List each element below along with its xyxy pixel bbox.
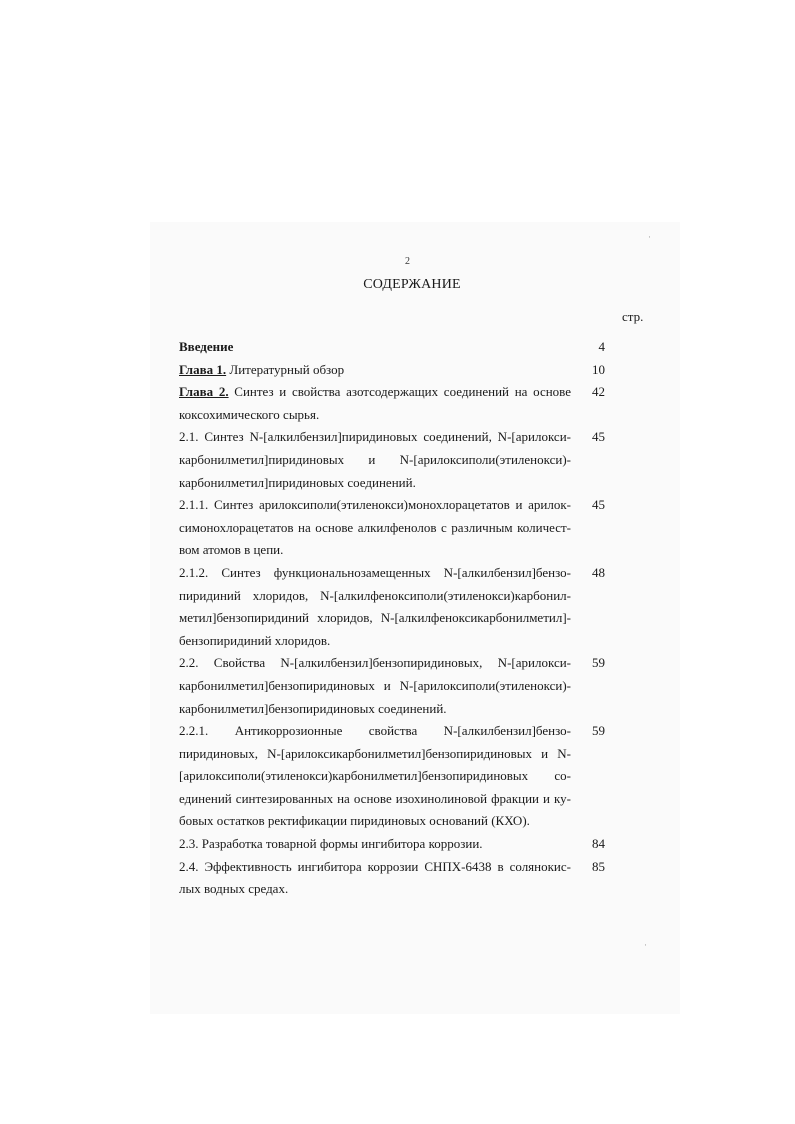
page-number: 2 xyxy=(405,256,410,267)
toc-entry-2-1-2[interactable] xyxy=(179,562,605,652)
toc-entry-2-1[interactable] xyxy=(179,426,605,494)
toc-page-number: 48 xyxy=(592,564,605,580)
toc-page-number: 45 xyxy=(592,497,605,513)
toc-entry-text: 2.4. Эффективность ингибитора коррозии СНПХ-6438 в солянокис-лых водных средах. xyxy=(179,858,571,897)
toc-page-number: 59 xyxy=(592,655,605,671)
toc-entry-text: 2.3. Разработка товарной формы ингибитора коррозии. xyxy=(179,836,483,852)
toc-entry-text: Литературный обзор xyxy=(226,361,345,377)
toc-entry-chapter-2[interactable] xyxy=(179,381,605,426)
toc-entry-text: 2.1.2. Синтез функциональнозамещенных N-[алкилбензил]бензо-пиридиний хлоридов, N-[алкилфеноксиполи(этиленокси)карбонил-метил]бензопиридиний хлоридов, N-[алкилфеноксикарбонилметил]-бензопиридиний хлоридов. xyxy=(179,564,571,648)
toc-entry-text: 2.2. Свойства N-[алкилбензил]бензопиридиновых, N-[арилокси-карбонилметил]бензопиридиновых и N-[арилоксиполи(этиленокси)-карбонилметил]бензопиридиновых соединений. xyxy=(179,655,571,716)
scan-speck: · xyxy=(648,232,651,242)
page-title: СОДЕРЖАНИЕ xyxy=(363,277,461,292)
toc-entry-text: 2.2.1. Антикоррозионные свойства N-[алкилбензил]бензо-пиридиновых, N-[арилоксикарбонилметил]бензопиридиновых и N-[арилоксиполи(этиленокси)карбонилметил]бензопиридиновых со-единений синтезированных на основе изохинолиновой фракции и ку-бовых остатков ректификации пиридиновых оснований (КХО). xyxy=(179,723,571,829)
toc-entry-2-4[interactable] xyxy=(179,856,605,901)
toc-page-number: 85 xyxy=(592,858,605,874)
toc-entry-intro[interactable] xyxy=(179,336,605,359)
toc-entry-2-3[interactable] xyxy=(179,833,605,856)
toc-chapter-label: Глава 2. xyxy=(179,384,229,400)
toc-entry-2-1-1[interactable] xyxy=(179,494,605,562)
toc-entry-2-2-1[interactable] xyxy=(179,720,605,833)
toc-page-number: 42 xyxy=(592,384,605,400)
table-of-contents xyxy=(179,336,605,901)
toc-page-number: 84 xyxy=(592,836,605,852)
toc-page-number: 4 xyxy=(598,339,605,354)
toc-intro-label: Введение xyxy=(179,339,234,354)
scan-speck: · xyxy=(644,940,647,950)
page-column-label: стр. xyxy=(622,309,644,324)
toc-entry-chapter-1[interactable] xyxy=(179,359,605,382)
toc-page-number: 45 xyxy=(592,429,605,445)
toc-entry-text: 2.1.1. Синтез арилоксиполи(этиленокси)монохлорацетатов и арилок-симонохлорацетатов на основе алкилфенолов с различным количест-вом атомов в цепи. xyxy=(179,497,571,558)
toc-chapter-label: Глава 1. xyxy=(179,361,227,377)
toc-page-number: 10 xyxy=(592,361,605,377)
toc-entry-text: Синтез и свойства азотсодержащих соединений на основе коксохимического сырья. xyxy=(179,384,571,422)
toc-entry-2-2[interactable] xyxy=(179,652,605,720)
toc-page-number: 59 xyxy=(592,723,605,739)
toc-entry-text: 2.1. Синтез N-[алкилбензил]пиридиновых соединений, N-[арилокси-карбонилметил]пиридиновых и N-[арилоксиполи(этиленокси)-карбонилметил]пиридиновых соединений. xyxy=(179,429,571,490)
